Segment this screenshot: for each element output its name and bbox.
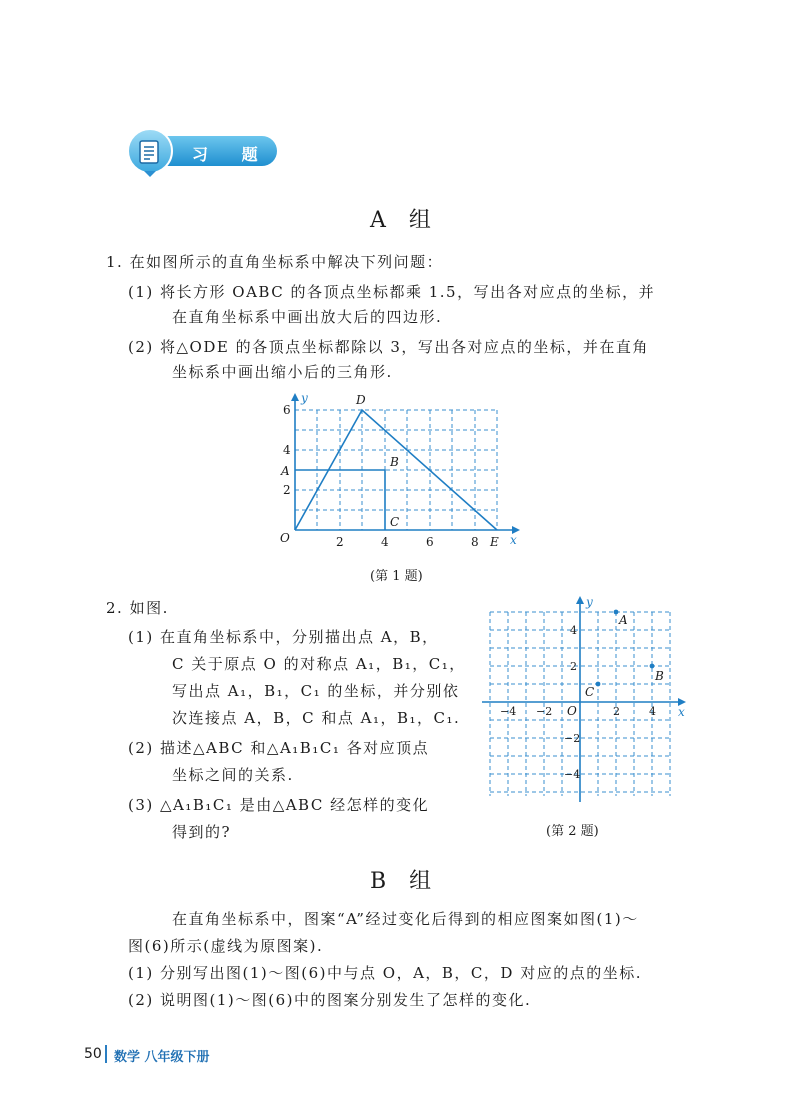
figure-2-x-label: x xyxy=(678,705,685,719)
y-tick-4: 4 xyxy=(283,443,291,457)
figure-2-caption: (第 2 题) xyxy=(546,824,599,839)
q1-part2-line1: (2) 将△ODE 的各顶点坐标都除以 3，写出各对应点的坐标，并在直角 xyxy=(128,338,649,356)
x-tick-6: 6 xyxy=(426,535,434,549)
x-tick-8: 8 xyxy=(471,535,479,549)
fig2-y-tick-2: 2 xyxy=(570,660,577,673)
fig2-x-tick-neg2: −2 xyxy=(536,705,553,718)
point-label-o: O xyxy=(280,531,290,545)
page-number: 50 xyxy=(84,1046,102,1062)
q2-part1-line3: 写出点 A₁，B₁，C₁ 的坐标，并分别依 xyxy=(172,682,460,700)
figure-1-y-arrow xyxy=(291,393,299,401)
q2-part1-line2: C 关于原点 O 的对称点 A₁，B₁，C₁， xyxy=(172,655,466,673)
fig2-x-tick-2: 2 xyxy=(613,705,620,718)
q2-part3-line1: (3) △A₁B₁C₁ 是由△ABC 经怎样的变化 xyxy=(128,796,430,814)
x-tick-4: 4 xyxy=(381,535,389,549)
fig2-y-tick-neg2: −2 xyxy=(564,732,581,745)
notebook-icon xyxy=(137,138,161,166)
figure-2-point-label-a: A xyxy=(619,613,628,627)
fig2-x-tick-4: 4 xyxy=(649,705,656,718)
figure-2-coordinate-plane xyxy=(478,592,692,806)
book-title: 数学 八年级下册 xyxy=(114,1050,210,1065)
rectangle-oabc xyxy=(295,470,385,530)
fig2-y-tick-neg4: −4 xyxy=(564,768,581,781)
figure-2-y-label: y xyxy=(586,595,593,609)
figure-1-caption: (第 1 题) xyxy=(370,569,423,584)
point-label-a: A xyxy=(281,464,290,478)
q2-part1-line1: (1) 在直角坐标系中，分别描出点 A，B， xyxy=(128,628,439,646)
y-tick-6: 6 xyxy=(283,403,291,417)
figure-1-y-label: y xyxy=(301,391,308,405)
group-a-title: A 组 xyxy=(370,208,439,233)
y-tick-2: 2 xyxy=(283,483,291,497)
q1-part1-line1: (1) 将长方形 OABC 的各顶点坐标都乘 1.5，写出各对应点的坐标，并 xyxy=(128,283,656,301)
q2-part2-line2: 坐标之间的关系. xyxy=(172,766,294,784)
banner-title: 习 题 xyxy=(192,145,272,164)
point-b-dot xyxy=(650,664,655,669)
point-label-d: D xyxy=(356,393,366,407)
point-label-b: B xyxy=(390,455,399,469)
x-tick-2: 2 xyxy=(336,535,344,549)
q2-part2-line1: (2) 描述△ABC 和△A₁B₁C₁ 各对应顶点 xyxy=(128,739,430,757)
figure-1-x-label: x xyxy=(510,533,517,547)
fig2-x-tick-neg4: −4 xyxy=(500,705,517,718)
point-label-c: C xyxy=(390,515,400,529)
group-b-line4: (2) 说明图(1)～图(6)中的图案分别发生了怎样的变化. xyxy=(128,991,532,1009)
q1-part1-line2: 在直角坐标系中画出放大后的四边形. xyxy=(172,308,443,326)
figure-2-point-label-c: C xyxy=(585,685,595,699)
point-label-e: E xyxy=(490,535,499,549)
figure-2-point-label-b: B xyxy=(655,669,664,683)
q2-part3-line2: 得到的? xyxy=(172,823,232,841)
fig2-y-tick-4: 4 xyxy=(570,624,577,637)
q2-part1-line4: 次连接点 A，B，C 和点 A₁，B₁，C₁. xyxy=(172,709,461,727)
figure-2-origin-label: O xyxy=(567,704,577,718)
q1-stem: 1. 在如图所示的直角坐标系中解决下列问题： xyxy=(106,253,444,271)
group-b-line2: 图(6)所示(虚线为原图案). xyxy=(128,937,324,955)
figure-2-y-arrow xyxy=(576,596,584,604)
point-c-dot xyxy=(596,682,601,687)
footer-divider xyxy=(105,1045,107,1063)
point-a-dot xyxy=(614,610,619,615)
group-b-line3: (1) 分别写出图(1)～图(6)中与点 O，A，B，C，D 对应的点的坐标. xyxy=(128,964,642,982)
group-b-line1: 在直角坐标系中，图案“A”经过变化后得到的相应图案如图(1)～ xyxy=(172,910,639,928)
group-b-title: B 组 xyxy=(370,869,440,894)
q2-stem: 2. 如图. xyxy=(106,599,169,617)
q1-part2-line2: 坐标系中画出缩小后的三角形. xyxy=(172,363,393,381)
figure-1-coordinate-plane xyxy=(270,390,530,555)
